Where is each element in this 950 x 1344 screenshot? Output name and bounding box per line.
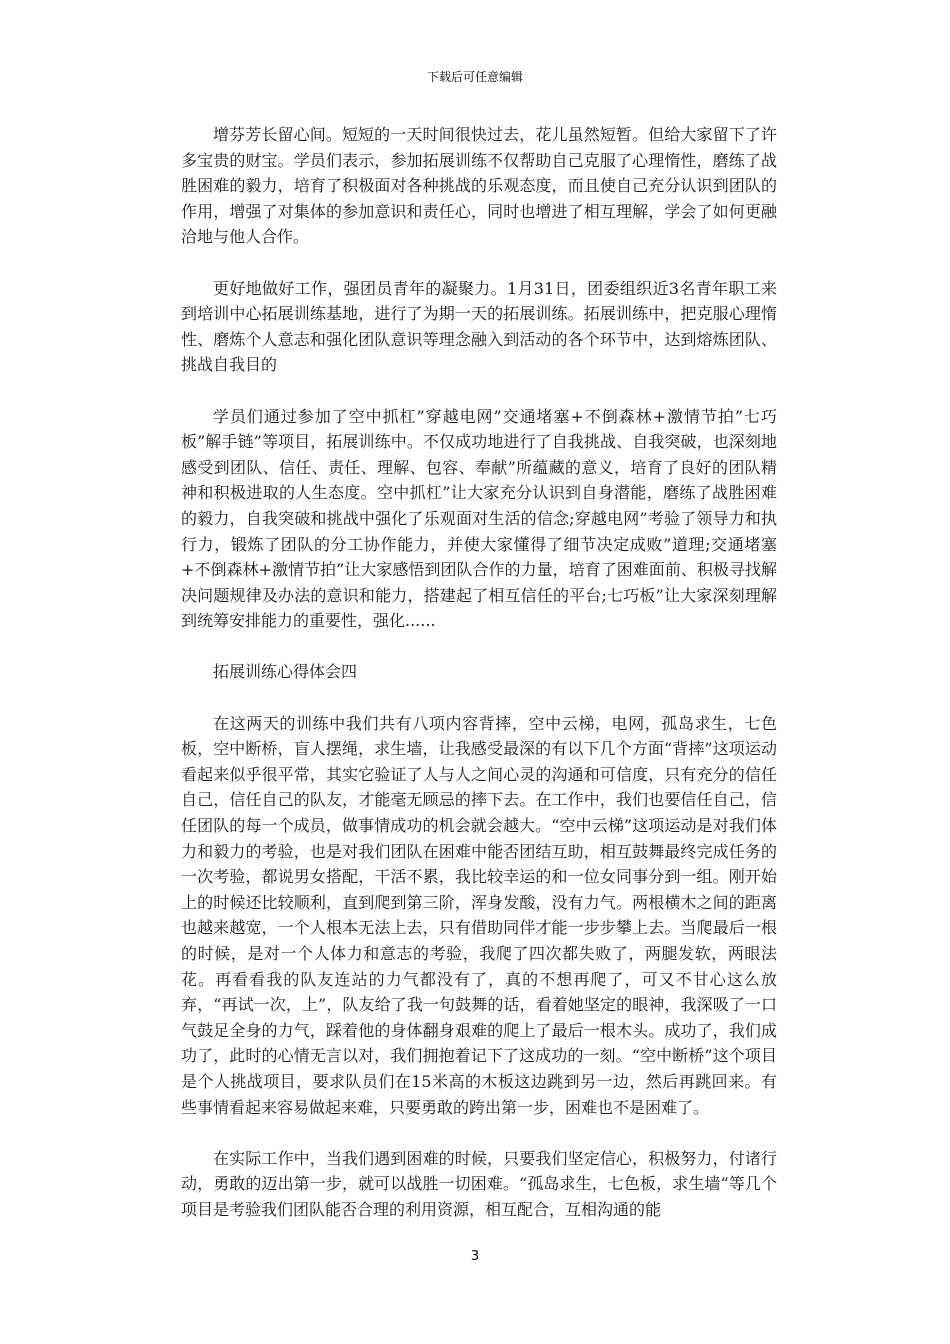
paragraph-3: 学员们通过参加了空中抓杠”穿越电网”交通堵塞+不倒森林+激情节拍”七巧板”解手链”等项目，拓展训练中。不仅成功地进行了自我挑战、自我突破，也深刻地感受到团队、信任、责任、理解、包容、奉献”所蕴藏的意义，培育了良好的团队精神和积极进取的人生态度。空中抓杠”让大家充分认识到自身潜能，磨练了战胜困难的毅力，自我突破和挑战中强化了乐观面对生活的信念;穿越电网”考验了领导力和执行力，锻炼了团队的分工协作能力，并使大家懂得了细节决定成败”道理;交通堵塞+不倒森林+激情节拍”让大家感悟到团队合作的力量，培育了困难面前、积极寻找解决问题规律及办法的意识和能力，搭建起了相互信任的平台;七巧板”让大家深刻理解到统筹安排能力的重要性，强化......: [181, 406, 777, 631]
paragraph-4: 在这两天的训练中我们共有八项内容背摔，空中云梯，电网，孤岛求生，七色板，空中断桥，盲人摆绳，求生墙，让我感受最深的有以下几个方面“背摔”这项运动看起来似乎很平常，其实它验证了人与人之间心灵的沟通和可信度，只有充分的信任自己，信任自己的队友，才能毫无顾忌的摔下去。在工作中，我们也要信任自己，信任团队的每一个成员，做事情成功的机会就会越大。“空中云梯”这项运动是对我们体力和毅力的考验，也是对我们团队在困难中能否团结互助，相互鼓舞最终完成任务的一次考验，都说男女搭配，干活不累，我比较幸运的和一位女同事分到一组。刚开始上的时候还比较顺利，直到爬到第三阶，浑身发酸，没有力气。两根横木之间的距离也越来越宽，一个人根本无法上去，只有借助同伴才能一步步攀上去。当爬最后一根的时候，是对一个人体力和意志的考验，我爬了四次都失败了，两腿发软，两眼法花。再看看我的队友连站的力气都没有了，真的不想再爬了，可又不甘心这么放弃，“再试一次，上”，队友给了我一句鼓舞的话，看着她坚定的眼神，我深吸了一口气鼓足全身的力气，踩着他的身体翻身艰难的爬上了最后一根木头。成功了，我们成功了，此时的心情无言以对，我们拥抱着记下了这成功的一刻。“空中断桥”这个项目是个人挑战项目，要求队员们在15米高的木板这边跳到另一边，然后再跳回来。有些事情看起来容易做起来难，只要勇敢的跨出第一步，困难也不是困难了。: [181, 713, 777, 1117]
paragraph-1: 增芬芳长留心间。短短的一天时间很快过去，花儿虽然短暂。但给大家留下了许多宝贵的财宝。学员们表示，参加拓展训练不仅帮助自己克服了心理惰性，磨练了战胜困难的毅力，培育了积极面对各种挑战的乐观态度，而且使自己充分认识到团队的作用，增强了对集体的参加意识和责任心，同时也增进了相互理解，学会了如何更融洽地与他人合作。: [181, 125, 777, 247]
paragraph-5: 在实际工作中，当我们遇到困难的时候，只要我们坚定信心，积极努力，付诸行动，勇敢的迈出第一步，就可以战胜一切困难。“孤岛求生，七色板，求生墙“等几个项目是考验我们团队能否合理的利用资源，相互配合，互相沟通的能: [181, 1148, 777, 1219]
page-number: 3: [470, 1249, 480, 1264]
paragraph-2: 更好地做好工作，强团员青年的凝聚力。1月31日，团委组织近3名青年职工来到培训中心拓展训练基地，进行了为期一天的拓展训练。拓展训练中，把克服心理惰性、磨炼个人意志和强化团队意识等理念融入到活动的各个环节中，达到熔炼团队、挑战自我目的: [181, 278, 777, 375]
section-title: 拓展训练心得体会四: [213, 662, 358, 682]
page-header: 下载后可任意编辑: [426, 70, 523, 84]
document-body: [181, 122, 777, 1223]
